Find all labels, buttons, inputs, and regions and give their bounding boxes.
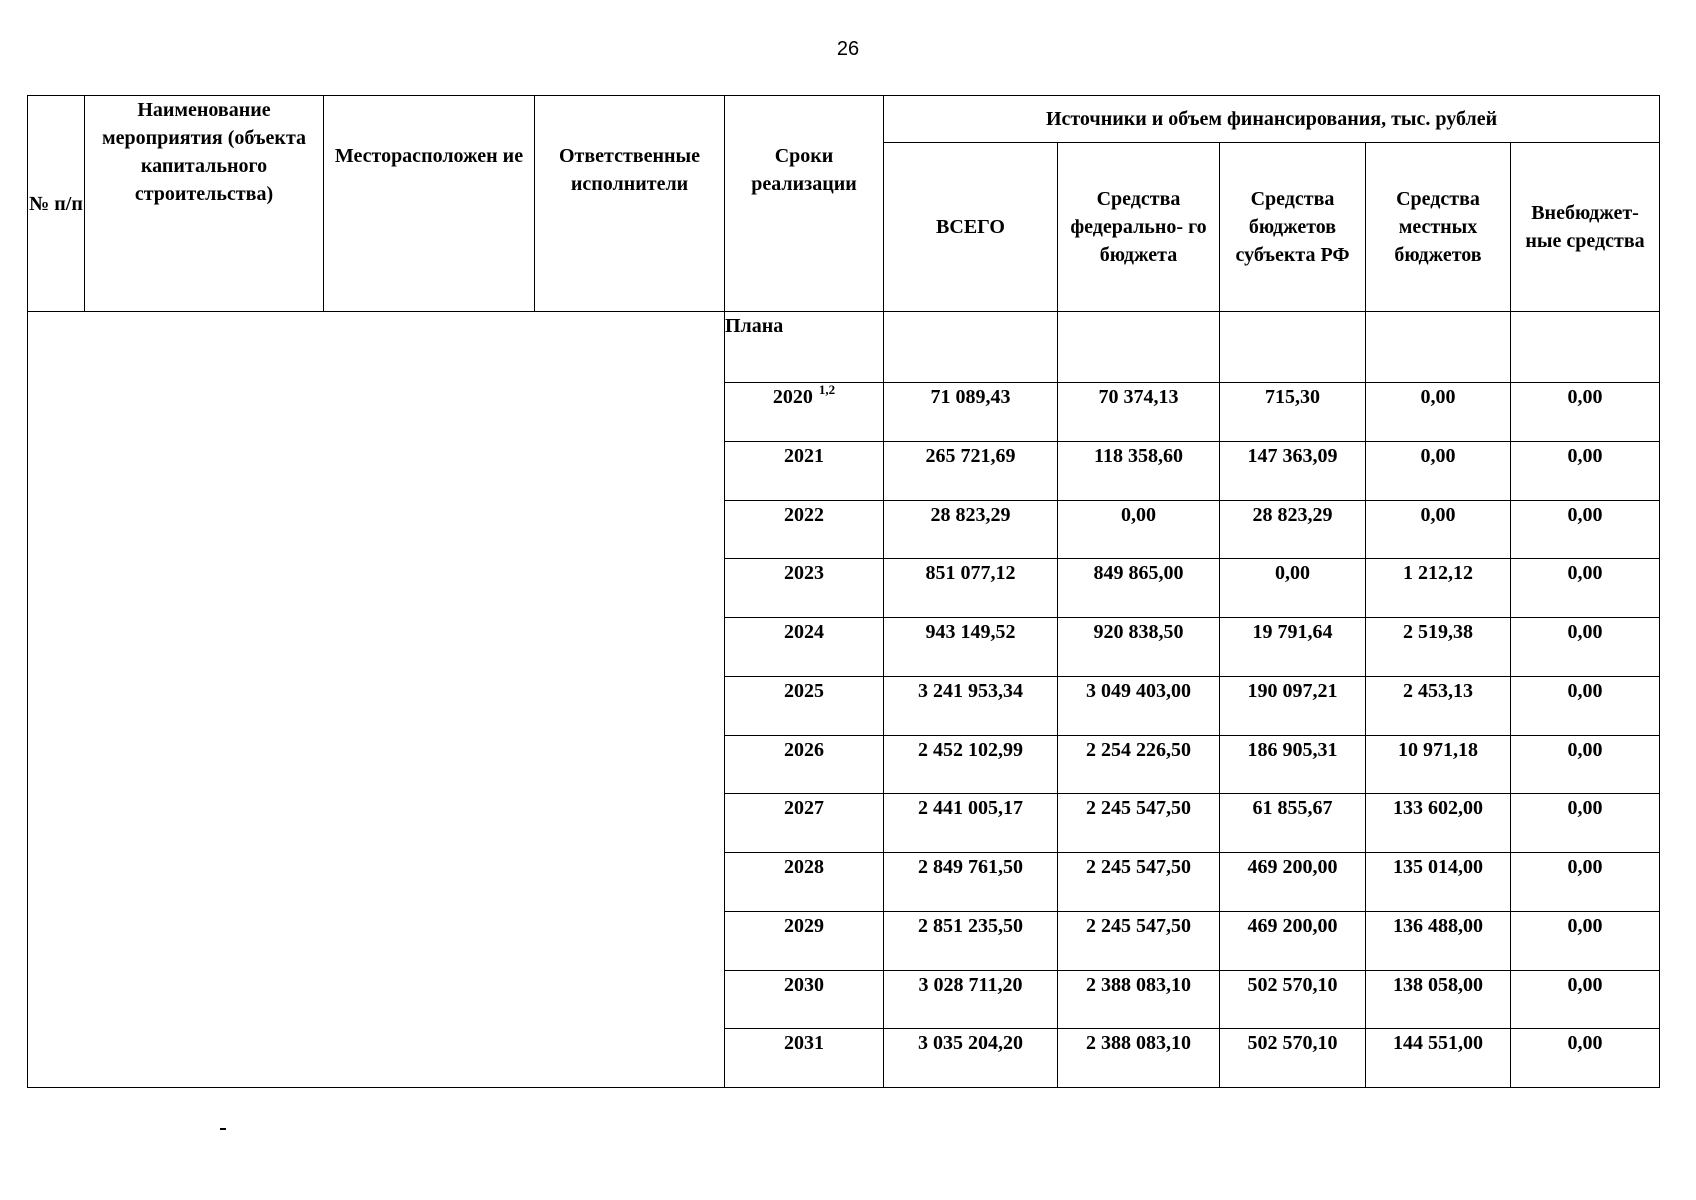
- header-total: ВСЕГО: [884, 143, 1058, 312]
- subject-cell: 186 905,31: [1220, 735, 1366, 794]
- year-cell: 2028: [725, 853, 884, 912]
- local-cell: 0,00: [1366, 441, 1511, 500]
- year-cell: 2024: [725, 618, 884, 677]
- local-cell: 136 488,00: [1366, 911, 1511, 970]
- financing-table: [27, 95, 1660, 1088]
- total-cell: 265 721,69: [884, 441, 1058, 500]
- page-number: 26: [836, 38, 860, 60]
- extra-cell: 0,00: [1511, 911, 1660, 970]
- subject-cell: 190 097,21: [1220, 676, 1366, 735]
- federal-cell: 2 245 547,50: [1058, 794, 1220, 853]
- year-cell: 2030: [725, 970, 884, 1029]
- extra-cell: 0,00: [1511, 618, 1660, 677]
- total-cell: 28 823,29: [884, 500, 1058, 559]
- total-cell: 851 077,12: [884, 559, 1058, 618]
- federal-cell: 118 358,60: [1058, 441, 1220, 500]
- local-cell: 1 212,12: [1366, 559, 1511, 618]
- local-cell: 135 014,00: [1366, 853, 1511, 912]
- year-cell: 2026: [725, 735, 884, 794]
- federal-cell: 849 865,00: [1058, 559, 1220, 618]
- header-extra: Внебюджет- ные средства: [1511, 143, 1660, 312]
- extra-cell: 0,00: [1511, 735, 1660, 794]
- year-cell: 2021: [725, 441, 884, 500]
- local-cell: 144 551,00: [1366, 1029, 1511, 1088]
- year-cell: 2020 $^{1,2}$: [725, 383, 884, 442]
- empty-cell: [1511, 312, 1660, 383]
- subject-cell: 147 363,09: [1220, 441, 1366, 500]
- subject-cell: 469 200,00: [1220, 853, 1366, 912]
- federal-cell: 2 245 547,50: [1058, 911, 1220, 970]
- extra-cell: 0,00: [1511, 794, 1660, 853]
- subject-cell: 469 200,00: [1220, 911, 1366, 970]
- local-cell: 138 058,00: [1366, 970, 1511, 1029]
- extra-cell: 0,00: [1511, 676, 1660, 735]
- header-name: Наименование мероприятия (объекта капитального строительства): [85, 96, 324, 312]
- subject-cell: 61 855,67: [1220, 794, 1366, 853]
- empty-cell: [1058, 312, 1220, 383]
- local-cell: 2 519,38: [1366, 618, 1511, 677]
- federal-cell: 2 245 547,50: [1058, 853, 1220, 912]
- total-cell: 943 149,52: [884, 618, 1058, 677]
- total-cell: 3 028 711,20: [884, 970, 1058, 1029]
- plan-label: Плана: [725, 312, 884, 383]
- local-cell: 0,00: [1366, 500, 1511, 559]
- subject-cell: 19 791,64: [1220, 618, 1366, 677]
- subject-cell: 502 570,10: [1220, 1029, 1366, 1088]
- federal-cell: 2 254 226,50: [1058, 735, 1220, 794]
- header-num: № п/п: [28, 96, 85, 312]
- federal-cell: 2 388 083,10: [1058, 1029, 1220, 1088]
- year-cell: 2031: [725, 1029, 884, 1088]
- header-location: Месторасположен ие: [324, 96, 535, 312]
- stray-dash-mark: [220, 1128, 226, 1130]
- footnote-ref: 1,2: [818, 382, 836, 397]
- federal-cell: 2 388 083,10: [1058, 970, 1220, 1029]
- federal-cell: 920 838,50: [1058, 618, 1220, 677]
- subject-cell: 28 823,29: [1220, 500, 1366, 559]
- header-subject: Средства бюджетов субъекта РФ: [1220, 143, 1366, 312]
- federal-cell: 3 049 403,00: [1058, 676, 1220, 735]
- header-responsible: Ответственные исполнители: [535, 96, 725, 312]
- total-cell: 2 849 761,50: [884, 853, 1058, 912]
- subject-cell: 0,00: [1220, 559, 1366, 618]
- total-cell: 71 089,43: [884, 383, 1058, 442]
- extra-cell: 0,00: [1511, 853, 1660, 912]
- empty-cell: [884, 312, 1058, 383]
- total-cell: 2 851 235,50: [884, 911, 1058, 970]
- total-cell: 3 035 204,20: [884, 1029, 1058, 1088]
- extra-cell: 0,00: [1511, 500, 1660, 559]
- extra-cell: 0,00: [1511, 970, 1660, 1029]
- year-cell: 2029: [725, 911, 884, 970]
- total-cell: 3 241 953,34: [884, 676, 1058, 735]
- subject-cell: 715,30: [1220, 383, 1366, 442]
- extra-cell: 0,00: [1511, 383, 1660, 442]
- local-cell: 2 453,13: [1366, 676, 1511, 735]
- header-local: Средства местных бюджетов: [1366, 143, 1511, 312]
- year-cell: 2025: [725, 676, 884, 735]
- federal-cell: 70 374,13: [1058, 383, 1220, 442]
- local-cell: 0,00: [1366, 383, 1511, 442]
- federal-cell: 0,00: [1058, 500, 1220, 559]
- extra-cell: 0,00: [1511, 1029, 1660, 1088]
- year-cell: 2027: [725, 794, 884, 853]
- extra-cell: 0,00: [1511, 559, 1660, 618]
- empty-cell: [1366, 312, 1511, 383]
- year-cell: 2022: [725, 500, 884, 559]
- total-cell: 2 452 102,99: [884, 735, 1058, 794]
- year-cell: 2023: [725, 559, 884, 618]
- empty-cell: [1220, 312, 1366, 383]
- extra-cell: 0,00: [1511, 441, 1660, 500]
- blank-merged-cell: [28, 312, 725, 1088]
- total-cell: 2 441 005,17: [884, 794, 1058, 853]
- local-cell: 10 971,18: [1366, 735, 1511, 794]
- header-terms: Сроки реализации: [725, 96, 884, 312]
- subject-cell: 502 570,10: [1220, 970, 1366, 1029]
- header-federal: Средства федерально- го бюджета: [1058, 143, 1220, 312]
- local-cell: 133 602,00: [1366, 794, 1511, 853]
- header-sources: Источники и объем финансирования, тыс. рублей: [884, 96, 1660, 143]
